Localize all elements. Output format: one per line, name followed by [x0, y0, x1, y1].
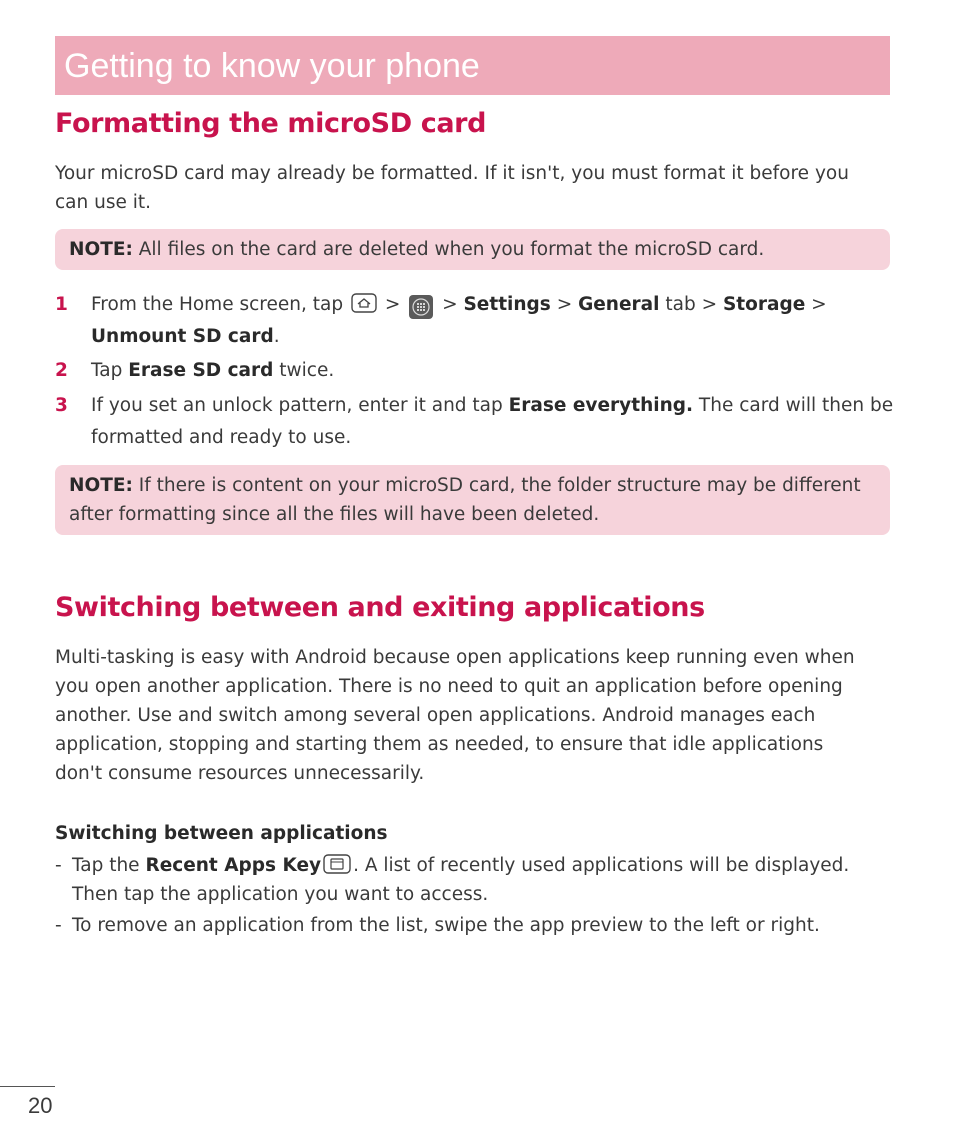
note-text: If there is content on your microSD card, the folder structure may be different after formatting since all the files will have been deleted.	[69, 475, 861, 525]
step-text-part: >	[378, 294, 407, 315]
subheading-switching: Switching between applications	[55, 823, 388, 844]
step-text	[91, 390, 896, 454]
section-title-switching: Switching between and exiting applications	[55, 592, 705, 623]
step-text-part: tab >	[659, 294, 723, 315]
step-number: 3	[55, 395, 68, 416]
switching-intro: Multi-tasking is easy with Android because open applications keep running even when you open another application. There is no need to quit an application before opening another. Use and switch among several open applications. Android manages each application, stopping and starting them as needed, to ensure that idle applications don't consume resources unnecessarily.	[55, 647, 855, 784]
note-box-1	[55, 229, 890, 270]
bullet-text-part: To remove an application from the list, swipe the app preview to the left or right.	[72, 915, 820, 936]
bullet-dash: -	[55, 855, 62, 876]
step-text	[91, 355, 891, 387]
recent-apps-key-label: Recent Apps Key	[145, 855, 322, 876]
menu-settings: Settings	[463, 294, 551, 315]
formatting-intro: Your microSD card may already be formatted. If it isn't, you must format it before you can use it.	[55, 163, 849, 213]
bullet-text-part: Tap the	[72, 855, 146, 876]
step-text-part: .	[273, 326, 280, 347]
footer-rule	[0, 1086, 55, 1087]
step-number: 1	[55, 294, 68, 315]
page-number: 20	[28, 1093, 53, 1118]
bullet-text	[72, 851, 867, 909]
step-text-part: Tap	[91, 360, 129, 381]
recent-apps-key-icon	[323, 853, 351, 875]
note-box-2	[55, 465, 890, 535]
step-text-part: The card will then be formatted and ready to use.	[91, 395, 894, 448]
step-text	[91, 289, 891, 353]
step-text-part: If you set an unlock pattern, enter it and tap	[91, 395, 509, 416]
note-label: NOTE:	[69, 475, 133, 496]
menu-unmount-sd: Unmount SD card	[91, 326, 274, 347]
note-text: All files on the card are deleted when you format the microSD card.	[132, 239, 765, 260]
step-text-part: From the Home screen, tap	[91, 294, 349, 315]
step-text-part: twice.	[273, 360, 335, 381]
menu-storage: Storage	[722, 294, 806, 315]
bullet-text	[72, 911, 867, 940]
home-key-icon	[351, 292, 377, 314]
apps-icon	[408, 293, 434, 315]
step-text-part: >	[550, 294, 579, 315]
menu-erase-everything: Erase everything.	[508, 395, 694, 416]
bullet-text-part: . A list of recently used applications will be displayed. Then tap the application you want to access.	[72, 855, 850, 905]
menu-erase-sd: Erase SD card	[128, 360, 274, 381]
chapter-header	[55, 36, 890, 95]
section-title-formatting: Formatting the microSD card	[55, 108, 487, 139]
step-text-part: >	[436, 294, 464, 315]
step-number: 2	[55, 360, 68, 381]
bullet-dash: -	[55, 915, 62, 936]
chapter-title: Getting to know your phone	[64, 47, 480, 85]
note-label: NOTE:	[69, 239, 133, 260]
step-text-part: >	[805, 294, 827, 315]
menu-general: General	[578, 294, 660, 315]
